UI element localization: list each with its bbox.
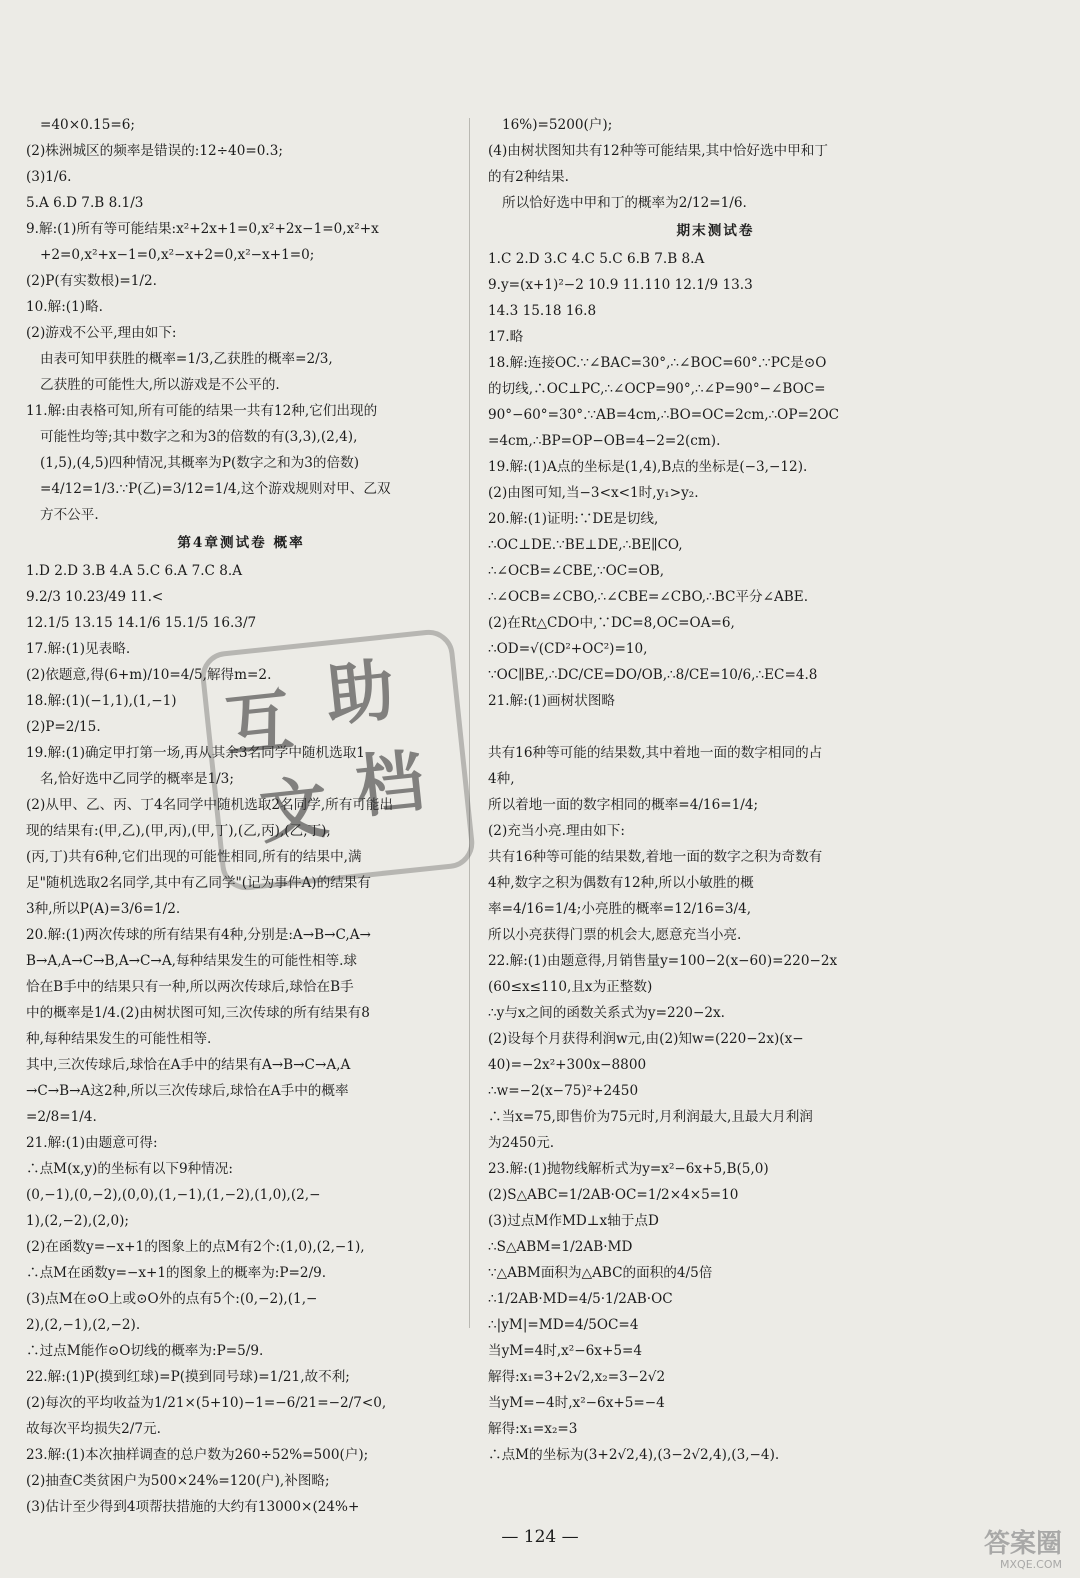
text-line: 22.解:(1)由题意得,月销售量y=100−2(x−60)=220−2x <box>488 953 838 969</box>
text-line: 3种,所以P(A)=3/6=1/2. <box>26 901 181 917</box>
text-line: 为2450元. <box>488 1135 555 1151</box>
text-line: 种,每种结果发生的可能性相等. <box>26 1031 212 1047</box>
text-line: 17.解:(1)见表略. <box>26 641 131 657</box>
text-line: =4/12=1/3.∵P(乙)=3/12=1/4,这个游戏规则对甲、乙双 <box>40 481 391 497</box>
text-line: 5.A 6.D 7.B 8.1/3 <box>26 195 144 211</box>
right-column <box>488 112 943 1468</box>
text-line: =40×0.15=6; <box>40 117 135 133</box>
text-line: 当yM=−4时,x²−6x+5=−4 <box>488 1395 665 1411</box>
text-line: 10.解:(1)略. <box>26 299 103 315</box>
text-line: ∵△ABM面积为△ABC的面积的4/5倍 <box>488 1265 713 1281</box>
text-line: 21.解:(1)由题意可得: <box>26 1135 158 1151</box>
text-line: =2/8=1/4. <box>26 1109 97 1125</box>
text-line: 18.解:(1)(−1,1),(1,−1) <box>26 693 177 709</box>
text-line: 16%)=5200(户); <box>502 117 613 133</box>
stamp-char: 互 <box>220 681 297 768</box>
text-line: 40)=−2x²+300x−8800 <box>488 1057 647 1073</box>
column-divider <box>469 118 470 1328</box>
text-line: ∴点M在函数y=−x+1的图象上的概率为:P=2/9. <box>26 1265 327 1281</box>
stamp-char: 文 <box>256 768 333 855</box>
text-line: ∴∠OCB=∠CBO,∴∠CBE=∠CBO,∴BC平分∠ABE. <box>488 589 809 605</box>
text-line: B→A,A→C→B,A→C→A,每种结果发生的可能性相等.球 <box>26 953 358 969</box>
text-line: ∴w=−2(x−75)²+2450 <box>488 1083 639 1099</box>
text-line: 20.解:(1)证明:∵DE是切线, <box>488 511 659 527</box>
text-line: 19.解:(1)确定甲打第一场,再从其余3名同学中随机选取1 <box>26 745 365 761</box>
text-line: ∴|yM|=MD=4/5OC=4 <box>488 1317 639 1333</box>
text-line: (2)在Rt△CDO中,∵DC=8,OC=OA=6, <box>488 615 735 631</box>
text-line: 22.解:(1)P(摸到红球)=P(摸到同号球)=1/21,故不利; <box>26 1369 350 1385</box>
stamp-seal <box>198 627 477 892</box>
text-line: 的有2种结果. <box>488 169 569 185</box>
text-line: (2)由图可知,当−3<x<1时,y₁>y₂. <box>488 485 699 501</box>
text-line: 恰在B手中的结果只有一种,所以两次传球后,球恰在B手 <box>26 979 354 995</box>
watermark-url: MXQE.COM <box>1000 1558 1062 1571</box>
section-heading: 期末测试卷 <box>676 223 755 239</box>
text-line: (1,5),(4,5)四种情况,其概率为P(数字之和为3的倍数) <box>40 455 359 471</box>
text-line: 中的概率是1/4.(2)由树状图可知,三次传球的所有结果有8 <box>26 1005 370 1021</box>
text-line: 足"随机选取2名同学,其中有乙同学"(记为事件A)的结果有 <box>26 875 371 891</box>
text-line: 名,恰好选中乙同学的概率是1/3; <box>40 771 234 787</box>
page-number: — 124 — <box>501 1527 579 1547</box>
section-heading: 第4章测试卷 概率 <box>177 535 305 551</box>
stamp-char: 档 <box>351 742 428 828</box>
text-line: (60≤x≤110,且x为正整数) <box>488 979 653 995</box>
text-line: 21.解:(1)画树状图略 <box>488 693 616 709</box>
text-line: 11.解:由表格可知,所有可能的结果一共有12种,它们出现的 <box>26 403 378 419</box>
text-line: 1),(2,−2),(2,0); <box>26 1213 130 1229</box>
text-line: 1.D 2.D 3.B 4.A 5.C 6.A 7.C 8.A <box>26 563 243 579</box>
text-line: 现的结果有:(甲,乙),(甲,丙),(甲,丁),(乙,丙),(乙,丁), <box>26 823 331 839</box>
text-line: ∴S△ABM=1/2AB·MD <box>488 1239 633 1255</box>
text-line: 17.略 <box>488 329 524 345</box>
text-line: 14.3 15.18 16.8 <box>488 303 597 319</box>
text-line: ∴当x=75,即售价为75元时,月利润最大,且最大月利润 <box>488 1109 813 1125</box>
text-line: ∴∠OCB=∠CBE,∵OC=OB, <box>488 563 665 579</box>
text-line: (2)P=2/15. <box>26 719 101 735</box>
text-line: 故每次平均损失2/7元. <box>26 1421 161 1437</box>
text-line: +2=0,x²+x−1=0,x²−x+2=0,x²−x+1=0; <box>40 247 315 263</box>
text-line: 19.解:(1)A点的坐标是(1,4),B点的坐标是(−3,−12). <box>488 459 808 475</box>
text-line: ∴点M(x,y)的坐标有以下9种情况: <box>26 1161 233 1177</box>
text-line: 18.解:连接OC.∵∠BAC=30°,∴∠BOC=60°.∵PC是⊙O <box>488 355 827 371</box>
text-line: 23.解:(1)抛物线解析式为y=x²−6x+5,B(5,0) <box>488 1161 769 1177</box>
text-line: (4)由树状图知共有12种等可能结果,其中恰好选中甲和丁 <box>488 143 828 159</box>
text-line: (2)P(有实数根)=1/2. <box>26 273 157 289</box>
text-line: 90°−60°=30°.∵AB=4cm,∴BO=OC=2cm,∴OP=2OC <box>488 407 840 423</box>
text-line: 由表可知甲获胜的概率=1/3,乙获胜的概率=2/3, <box>40 351 333 367</box>
stamp-char: 助 <box>322 650 399 737</box>
text-line: 解得:x₁=3+2√2,x₂=3−2√2 <box>488 1369 666 1385</box>
text-line: (2)抽查C类贫困户为500×24%=120(户),补图略; <box>26 1473 330 1489</box>
text-line: (2)从甲、乙、丙、丁4名同学中随机选取2名同学,所有可能出 <box>26 797 394 813</box>
text-line: ∴OD=√(CD²+OC²)=10, <box>488 641 648 657</box>
text-line: 所以着地一面的数字相同的概率=4/16=1/4; <box>488 797 759 813</box>
text-line: (2)在函数y=−x+1的图象上的点M有2个:(1,0),(2,−1), <box>26 1239 365 1255</box>
text-line: 其中,三次传球后,球恰在A手中的结果有A→B→C→A,A <box>26 1057 351 1073</box>
text-line: 2),(2,−1),(2,−2). <box>26 1317 141 1333</box>
text-line: ∴过点M能作⊙O切线的概率为:P=5/9. <box>26 1343 264 1359</box>
text-line: 23.解:(1)本次抽样调查的总户数为260÷52%=500(户); <box>26 1447 369 1463</box>
text-line: 9.解:(1)所有等可能结果:x²+2x+1=0,x²+2x−1=0,x²+x <box>26 221 379 237</box>
text-line: (3)估计至少得到4项帮扶措施的大约有13000×(24%+ <box>26 1499 360 1515</box>
text-line: 的切线,∴OC⊥PC,∴∠OCP=90°,∴∠P=90°−∠BOC= <box>488 381 826 397</box>
text-line: 方不公平. <box>40 507 99 523</box>
text-line: (2)游戏不公平,理由如下: <box>26 325 177 341</box>
text-line: (2)充当小亮.理由如下: <box>488 823 625 839</box>
text-line: (2)设每个月获得利润w元,由(2)知w=(220−2x)(x− <box>488 1031 804 1047</box>
text-line: (3)过点M作MD⊥x轴于点D <box>488 1213 659 1229</box>
text-line: 解得:x₁=x₂=3 <box>488 1421 578 1437</box>
text-line: 当yM=4时,x²−6x+5=4 <box>488 1343 643 1359</box>
text-line: 9.y=(x+1)²−2 10.9 11.110 12.1/9 13.3 <box>488 277 753 293</box>
text-line: 所以小亮获得门票的机会大,愿意充当小亮. <box>488 927 742 943</box>
text-line: ∴1/2AB·MD=4/5·1/2AB·OC <box>488 1291 673 1307</box>
text-line: ∴点M的坐标为(3+2√2,4),(3−2√2,4),(3,−4). <box>488 1447 780 1463</box>
text-line: ∴y与x之间的函数关系式为y=220−2x. <box>488 1005 725 1021</box>
text-line: 乙获胜的可能性大,所以游戏是不公平的. <box>40 377 280 393</box>
text-line: 1.C 2.D 3.C 4.C 5.C 6.B 7.B 8.A <box>488 251 705 267</box>
text-line: =4cm,∴BP=OP−OB=4−2=2(cm). <box>488 433 721 449</box>
text-line: (丙,丁)共有6种,它们出现的可能性相同,所有的结果中,满 <box>26 849 362 865</box>
text-line: 共有16种等可能的结果数,其中着地一面的数字相同的占 <box>488 745 823 761</box>
text-line: 9.2/3 10.23/49 11.< <box>26 589 164 605</box>
text-line: 所以恰好选中甲和丁的概率为2/12=1/6. <box>502 195 747 211</box>
text-line: 可能性均等;其中数字之和为3的倍数的有(3,3),(2,4), <box>40 429 358 445</box>
text-line: ∵OC∥BE,∴DC/CE=DO/OB,∴8/CE=10/6,∴EC=4.8 <box>488 667 818 683</box>
text-line: (2)每次的平均收益为1/21×(5+10)−1=−6/21=−2/7<0, <box>26 1395 387 1411</box>
watermark-title: 答案圈 <box>983 1529 1062 1559</box>
text-line: →C→B→A这2种,所以三次传球后,球恰在A手中的概率 <box>26 1083 349 1099</box>
text-line: ∴OC⊥DE.∵BE⊥DE,∴BE∥CO, <box>488 537 683 553</box>
text-line: 共有16种等可能的结果数,着地一面的数字之积为奇数有 <box>488 849 823 865</box>
text-line <box>488 714 943 740</box>
text-line: (3)点M在⊙O上或⊙O外的点有5个:(0,−2),(1,− <box>26 1291 318 1307</box>
text-line: 20.解:(1)两次传球的所有结果有4种,分别是:A→B→C,A→ <box>26 927 371 943</box>
text-line: 率=4/16=1/4;小亮胜的概率=12/16=3/4, <box>488 901 752 917</box>
text-line: (2)株洲城区的频率是错误的:12÷40=0.3; <box>26 143 283 159</box>
text-line: 4种,数字之积为偶数有12种,所以小敏胜的概 <box>488 875 754 891</box>
text-line: 12.1/5 13.15 14.1/6 15.1/5 16.3/7 <box>26 615 257 631</box>
watermark-logo <box>887 1530 1062 1574</box>
text-line: (3)1/6. <box>26 169 72 185</box>
text-line: (0,−1),(0,−2),(0,0),(1,−1),(1,−2),(1,0),(2,− <box>26 1187 321 1203</box>
text-line: (2)依题意,得(6+m)/10=4/5,解得m=2. <box>26 667 272 683</box>
text-line: (2)S△ABC=1/2AB·OC=1/2×4×5=10 <box>488 1187 739 1203</box>
text-line: 4种, <box>488 771 515 787</box>
